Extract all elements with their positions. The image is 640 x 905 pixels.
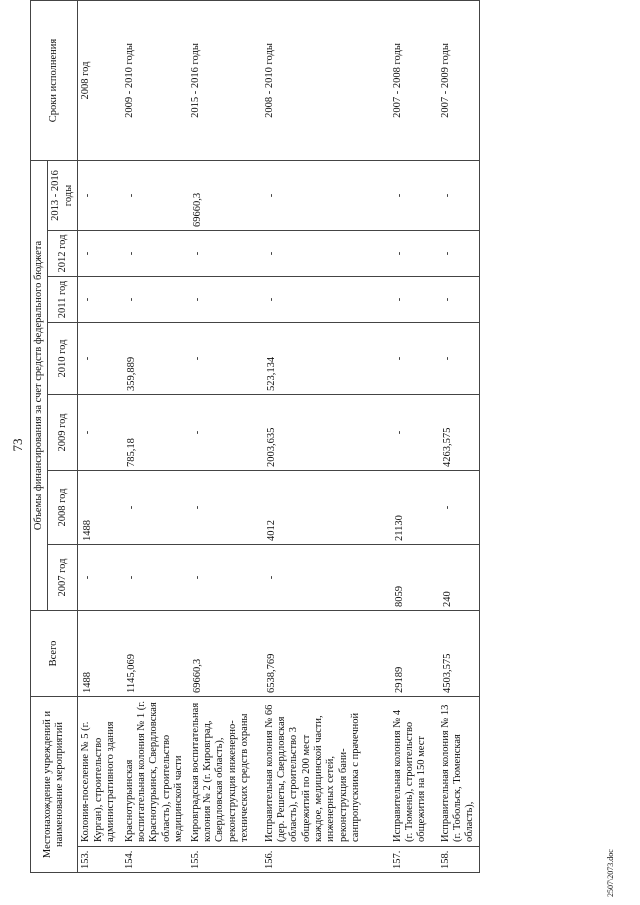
- cell-y2011: -: [188, 277, 262, 323]
- cell-y2013-2016: -: [438, 161, 480, 231]
- table-row: [78, 1, 122, 873]
- cell-name: Кировградская воспитательная колония № 2 (г. Кировград, Свердловская область), реконструкция инженерно-технических средств охраны: [188, 697, 262, 847]
- header-funding-group: Объемы финансирования за счет средств федерального бюджета: [31, 161, 48, 611]
- cell-y2010: -: [188, 323, 262, 395]
- table-row: [438, 1, 480, 873]
- cell-y2007: -: [262, 545, 390, 611]
- cell-y2010: -: [438, 323, 480, 395]
- funding-table: [30, 0, 480, 873]
- cell-total: 6538,769: [262, 611, 390, 697]
- cell-deadline: 2015 - 2016 годы: [188, 1, 262, 161]
- cell-y2013-2016: -: [262, 161, 390, 231]
- table-row: [188, 1, 262, 873]
- header-2013-2016: 2013 - 2016 годы: [48, 161, 78, 231]
- cell-total: 1145,069: [122, 611, 188, 697]
- cell-num: 157.: [390, 847, 438, 873]
- cell-y2007: -: [188, 545, 262, 611]
- header-2007: 2007 год: [48, 545, 78, 611]
- cell-total: 4503,575: [438, 611, 480, 697]
- cell-total: 29189: [390, 611, 438, 697]
- cell-y2012: -: [390, 231, 438, 277]
- cell-y2012: -: [78, 231, 122, 277]
- cell-num: 158.: [438, 847, 480, 873]
- cell-y2010: 359,889: [122, 323, 188, 395]
- document-id: 2507\2073.doc: [606, 849, 615, 897]
- cell-y2013-2016: -: [390, 161, 438, 231]
- header-2009: 2009 год: [48, 395, 78, 471]
- cell-y2008: -: [122, 471, 188, 545]
- cell-y2010: 523,134: [262, 323, 390, 395]
- cell-y2010: -: [78, 323, 122, 395]
- cell-deadline: 2007 - 2009 годы: [438, 1, 480, 161]
- cell-y2013-2016: -: [78, 161, 122, 231]
- cell-y2009: 4263,575: [438, 395, 480, 471]
- table-row: [390, 1, 438, 873]
- cell-y2009: 2003,635: [262, 395, 390, 471]
- cell-name: Краснотурьинская воспитательная колония № 1 (г. Краснотурьинск, Свердловская область), строительство медицинской части: [122, 697, 188, 847]
- cell-y2012: -: [438, 231, 480, 277]
- cell-deadline: 2008 год: [78, 1, 122, 161]
- cell-y2011: -: [438, 277, 480, 323]
- cell-name: Исправительная колония № 66 (дер. Решеты, Свердловская область), строительство 3 общежитий по 200 мест каждое, медицинской части, инженерных сетей, реконструкция бани-санпропускника с прачечной: [262, 697, 390, 847]
- cell-y2008: 4012: [262, 471, 390, 545]
- cell-y2011: -: [262, 277, 390, 323]
- cell-y2013-2016: 69660,3: [188, 161, 262, 231]
- cell-y2011: -: [78, 277, 122, 323]
- cell-name: Исправительная колония № 13 (г. Тобольск, Тюменская область),: [438, 697, 480, 847]
- header-2010: 2010 год: [48, 323, 78, 395]
- cell-y2011: -: [122, 277, 188, 323]
- cell-deadline: 2009 - 2010 годы: [122, 1, 188, 161]
- cell-num: 156.: [262, 847, 390, 873]
- cell-y2012: -: [262, 231, 390, 277]
- header-location: Местонахождение учреждений и наименование мероприятий: [31, 697, 78, 873]
- page-number: 73: [10, 438, 25, 452]
- cell-y2012: -: [122, 231, 188, 277]
- cell-y2007: -: [122, 545, 188, 611]
- cell-y2008: -: [188, 471, 262, 545]
- header-deadline: Сроки исполнения: [31, 1, 78, 161]
- cell-y2011: -: [390, 277, 438, 323]
- cell-y2007: 8059: [390, 545, 438, 611]
- table-row: [122, 1, 188, 873]
- cell-y2007: 240: [438, 545, 480, 611]
- cell-y2010: -: [390, 323, 438, 395]
- cell-total: 69660,3: [188, 611, 262, 697]
- cell-y2008: 1488: [78, 471, 122, 545]
- cell-y2009: 785,18: [122, 395, 188, 471]
- cell-y2008: -: [438, 471, 480, 545]
- cell-num: 154.: [122, 847, 188, 873]
- cell-deadline: 2008 - 2010 годы: [262, 1, 390, 161]
- cell-y2012: -: [188, 231, 262, 277]
- cell-deadline: 2007 - 2008 годы: [390, 1, 438, 161]
- cell-y2008: 21130: [390, 471, 438, 545]
- cell-total: 1488: [78, 611, 122, 697]
- cell-num: 155.: [188, 847, 262, 873]
- cell-name: Исправительная колония № 4 (г. Тюмень), строительство общежития на 150 мест: [390, 697, 438, 847]
- header-2008: 2008 год: [48, 471, 78, 545]
- cell-y2013-2016: -: [122, 161, 188, 231]
- cell-name: Колония-поселение № 5 (г. Курган), строительство административного здания: [78, 697, 122, 847]
- cell-y2009: -: [188, 395, 262, 471]
- cell-num: 153.: [78, 847, 122, 873]
- header-2011: 2011 год: [48, 277, 78, 323]
- cell-y2007: -: [78, 545, 122, 611]
- cell-y2009: -: [78, 395, 122, 471]
- header-total: Всего: [31, 611, 78, 697]
- cell-y2009: -: [390, 395, 438, 471]
- table-row: [262, 1, 390, 873]
- header-2012: 2012 год: [48, 231, 78, 277]
